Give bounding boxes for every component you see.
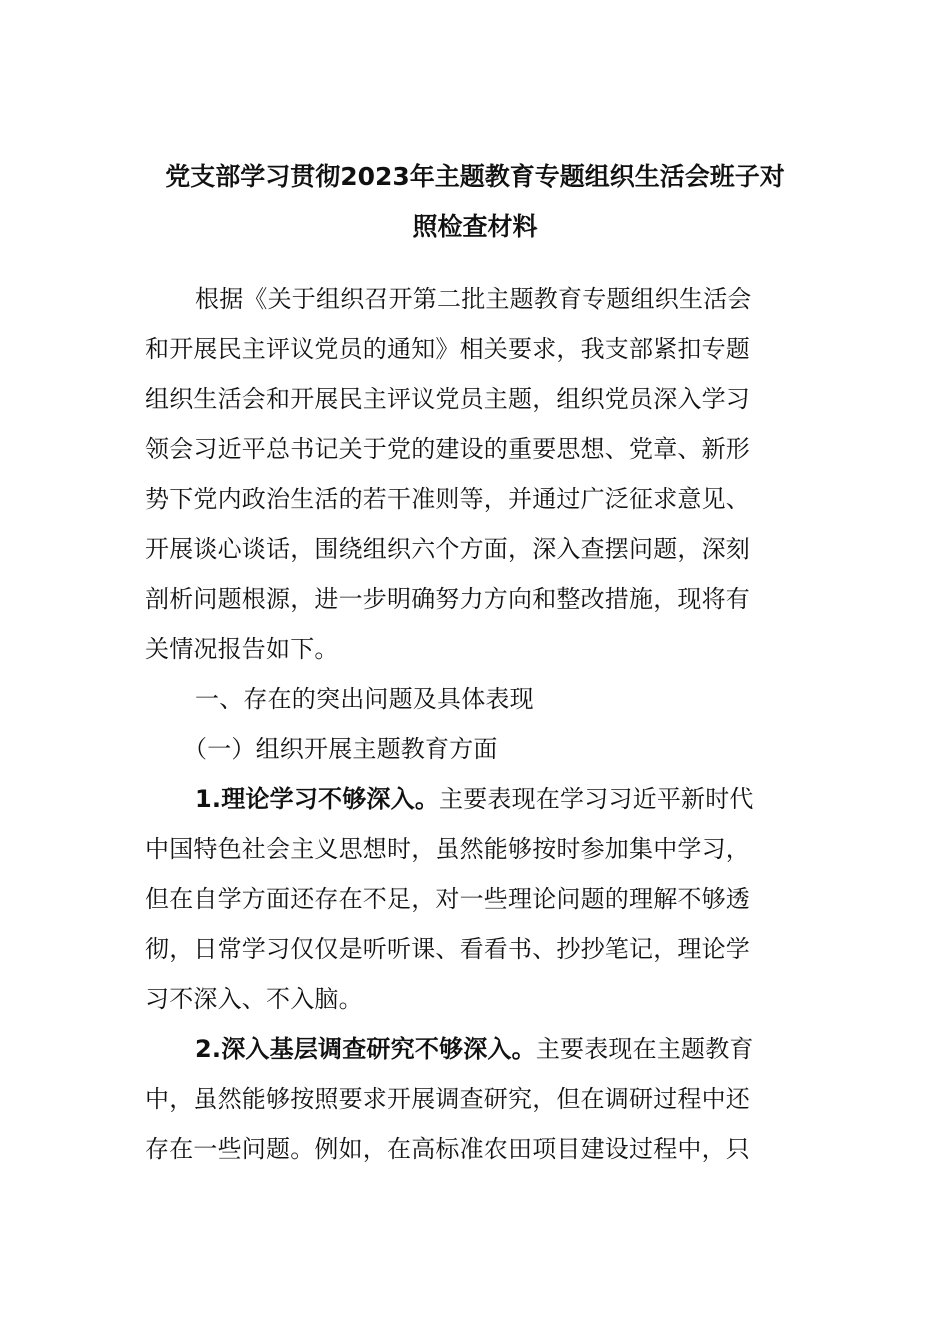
item-2-line-3: 存在一些问题。例如，在高标准农田项目建设过程中，只 (145, 1135, 750, 1163)
intro-line-6: 开展谈心谈话，围绕组织六个方面，深入查摆问题，深刻 (145, 535, 750, 563)
item-1-line-2: 中国特色社会主义思想时，虽然能够按时参加集中学习， (145, 835, 750, 863)
item-1-line-3: 但在自学方面还存在不足，对一些理论问题的理解不够透 (145, 885, 750, 913)
intro-line-5: 势下党内政治生活的若干准则等，并通过广泛征求意见、 (145, 485, 750, 513)
item-2-line-1 (195, 1032, 754, 1066)
document-title-line-1: 党支部学习贯彻2023年主题教育专题组织生活会班子对 (165, 162, 785, 191)
subsection-heading-1: （一）组织开展主题教育方面 (183, 735, 498, 763)
item-1-line-1 (195, 782, 754, 816)
intro-line-2: 和开展民主评议党员的通知》相关要求，我支部紧扣专题 (145, 335, 750, 363)
item-2-line-1-text: 主要表现在主题教育 (535, 1035, 754, 1063)
item-1-bold-heading: 1.理论学习不够深入。 (195, 785, 440, 813)
item-1-line-5: 习不深入、不入脑。 (145, 985, 363, 1013)
intro-line-1: 根据《关于组织召开第二批主题教育专题组织生活会 (195, 285, 752, 313)
intro-line-7: 剖析问题根源，进一步明确努力方向和整改措施，现将有 (145, 585, 750, 613)
item-2-line-2: 中，虽然能够按照要求开展调查研究，但在调研过程中还 (145, 1085, 750, 1113)
intro-line-4: 领会习近平总书记关于党的建设的重要思想、党章、新形 (145, 435, 750, 463)
intro-line-8: 关情况报告如下。 (145, 635, 339, 663)
item-2-bold-heading: 2.深入基层调查研究不够深入。 (195, 1035, 536, 1063)
item-1-line-4: 彻，日常学习仅仅是听听课、看看书、抄抄笔记，理论学 (145, 935, 750, 963)
intro-line-3: 组织生活会和开展民主评议党员主题，组织党员深入学习 (145, 385, 750, 413)
item-1-line-1-text: 主要表现在学习习近平新时代 (439, 785, 754, 813)
document-title-line-2: 照检查材料 (412, 212, 538, 241)
section-heading-1: 一、存在的突出问题及具体表现 (195, 685, 534, 713)
